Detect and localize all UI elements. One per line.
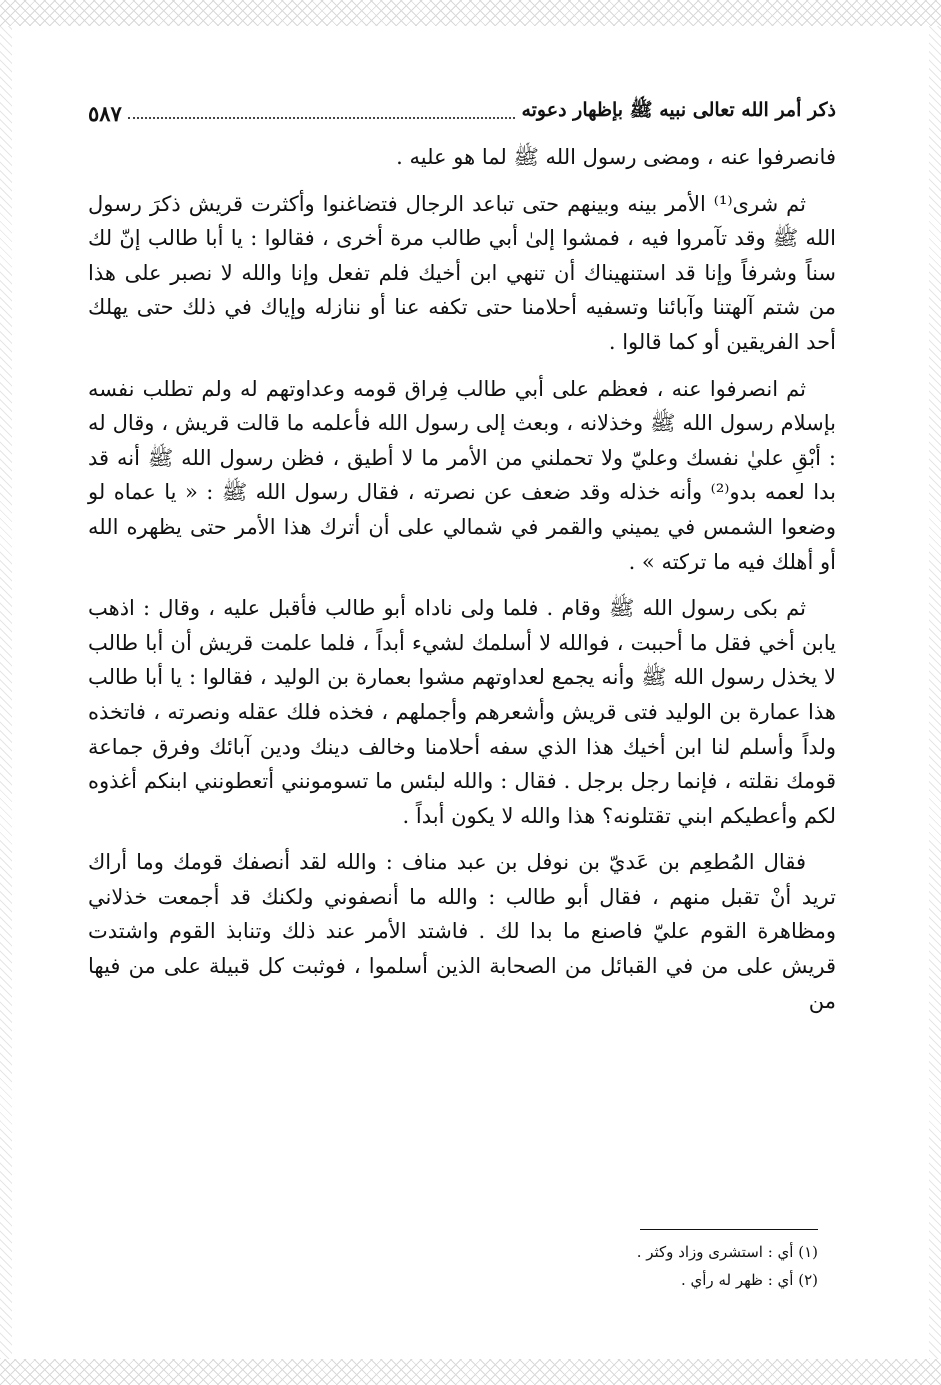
page-number: ٥٨٧ xyxy=(88,101,122,126)
page-header xyxy=(88,90,836,126)
paragraph-5: فقال المُطعِم بن عَديّ بن نوفل بن عبد مناف : والله لقد أنصفك قومك وما أراك تريد أنْ تقبل منهم ، فقال أبو طالب : والله ما أنصفوني ولكنك قد أجمعت خذلاني ومظاهرة القوم عليّ فاصنع ما بدا لك . فاشتد الأمر عند ذلك وتنابذ القوم واشتدت قريش على من في القبائل من الصحابة الذين أسلموا ، فوثبت كل قبيلة على من فيها من xyxy=(88,850,837,1013)
footnote-separator xyxy=(640,1229,818,1230)
footnote-1: (١) أي : استشرى وزاد وكثر . xyxy=(636,1243,818,1261)
decorative-border-bottom xyxy=(0,1359,941,1385)
footnotes xyxy=(300,1238,818,1294)
footnote-2: (٢) أي : ظهر له رأي . xyxy=(680,1271,818,1289)
paragraph-1: فانصرفوا عنه ، ومضى رسول الله ﷺ لما هو عليه . xyxy=(396,145,836,169)
paragraph-2: ثم شرى⁽¹⁾ الأمر بينه وبينهم حتى تباعد الرجال فتضاغنوا وأكثرت قريش ذكرَ رسول الله ﷺ وقد تآمروا فيه ، فمشوا إلىٰ أبي طالب مرة أخرى ، فقالوا : يا أبا طالب إنّ لك سناً وشرفاً وإنا قد استنهيناك أن تنهي ابن أخيك فلم تفعل وإنا والله لا نصبر على هذا من شتم آلهتنا وآبائنا وتسفيه أحلامنا حتى تكفه عنا أو ننازله وإياك في ذلك حتى يهلك أحد الفريقين أو كما قالوا . xyxy=(88,191,836,354)
paragraph-3: ثم انصرفوا عنه ، فعظم على أبي طالب فِراق قومه وعداوتهم له ولم تطلب نفسه بإسلام رسول الله ﷺ وخذلانه ، وبعث إلى رسول الله فأعلمه ما قالت قريش ، وقال له : أبْقِ عليٰ نفسك وعليّ ولا تحملني من الأمر ما لا أطيق ، فظن رسول الله ﷺ أنه قد بدا لعمه بدو⁽²⁾ وأنه خذله وقد ضعف عن نصرته ، فقال رسول الله ﷺ : « يا عماه لو وضعوا الشمس في يميني والقمر في شمالي على أن أترك هذا الأمر حتى يظهره الله أو أهلك فيه ما تركته » . xyxy=(88,376,836,574)
decorative-border-left xyxy=(0,26,12,1359)
decorative-border-right xyxy=(929,26,941,1359)
header-dotted-leader xyxy=(128,117,516,119)
paragraph-4: ثم بكى رسول الله ﷺ وقام . فلما ولى ناداه أبو طالب فأقبل عليه ، وقال : اذهب يابن أخي فقل ما أحببت ، فوالله لا أسلمك لشيء أبداً ، فلما علمت قريش أن أبا طالب لا يخذل رسول الله ﷺ وأنه يجمع لعداوتهم مشوا بعمارة بن الوليد ، فقالوا : يا أبا طالب هذا عمارة بن الوليد فتى قريش وأشعرهم وأجملهم ، فخذه فلك عقله ونصرته ، فاتخذه ولداً وأسلم لنا ابن أخيك هذا الذي سفه أحلامنا وخالف دينك ودين آبائك وفرق جماعة قومك نقلته ، فإنما رجل برجل . فقال : والله لبئس ما تسومونني أتعطونني ابنكم أغذوه لكم وأعطيكم ابني تقتلونه؟ هذا والله لا يكون أبداً . xyxy=(88,596,836,828)
decorative-border-top xyxy=(0,0,941,26)
main-text xyxy=(88,140,836,1018)
running-title: ذكر أمر الله تعالى نبيه ﷺ بإظهار دعوته xyxy=(521,99,836,121)
